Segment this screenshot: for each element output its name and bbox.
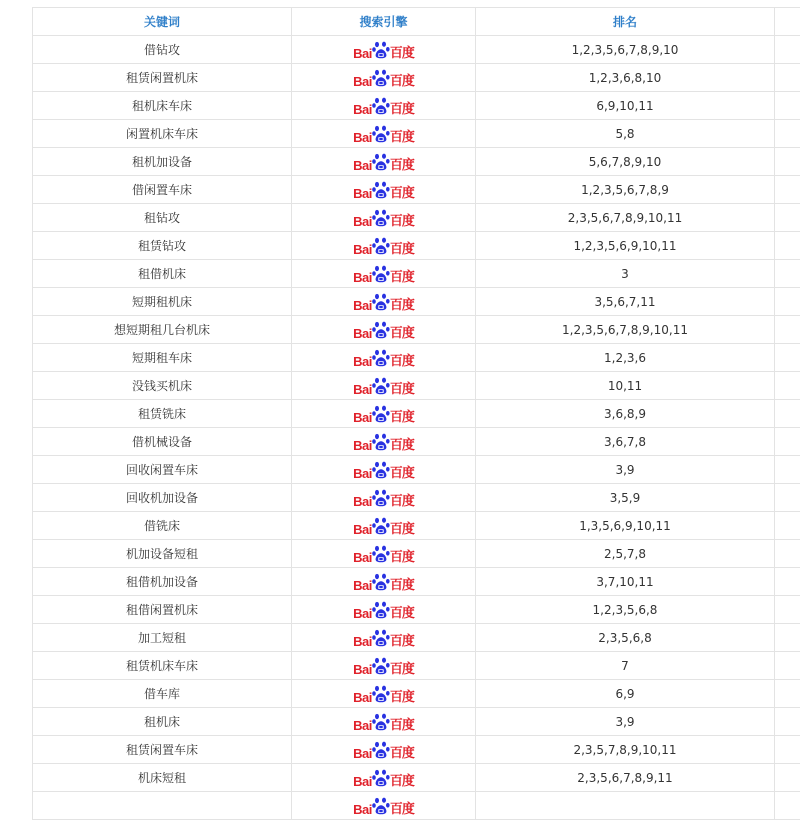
search-engine-cell xyxy=(292,708,476,736)
baidu-paw-icon xyxy=(372,628,390,648)
baidu-logo-latin: Bai xyxy=(353,523,372,536)
extra-cell xyxy=(775,540,800,568)
table-row-27 xyxy=(33,764,800,792)
baidu-logo-latin: Bai xyxy=(353,495,372,508)
keyword-cell: 借铣床 xyxy=(33,512,292,540)
baidu-logo-cjk: 百度 xyxy=(390,523,414,536)
keyword-cell: 租赁铣床 xyxy=(33,400,292,428)
baidu-paw-icon xyxy=(372,712,390,732)
extra-cell xyxy=(775,176,800,204)
baidu-logo-cjk: 百度 xyxy=(390,663,414,676)
table-row-12 xyxy=(33,344,800,372)
baidu-logo-cjk: 百度 xyxy=(390,775,414,788)
rank-cell: 2,3,5,6,7,8,9,10,11 xyxy=(476,204,775,232)
baidu-paw-icon xyxy=(372,432,390,452)
extra-cell xyxy=(775,316,800,344)
search-engine-cell xyxy=(292,344,476,372)
search-engine-cell xyxy=(292,372,476,400)
baidu-logo-latin: Bai xyxy=(353,579,372,592)
baidu-paw-icon xyxy=(372,656,390,676)
baidu-logo[interactable] xyxy=(353,628,414,648)
table-row-17 xyxy=(33,484,800,512)
baidu-paw-icon xyxy=(372,320,390,340)
search-engine-cell xyxy=(292,680,476,708)
table-header-row xyxy=(33,8,800,36)
baidu-logo-latin: Bai xyxy=(353,691,372,704)
table-row-15 xyxy=(33,428,800,456)
extra-cell xyxy=(775,624,800,652)
keyword-cell: 回收闲置车床 xyxy=(33,456,292,484)
baidu-logo-latin: Bai xyxy=(353,607,372,620)
extra-cell xyxy=(775,92,800,120)
table-row-4 xyxy=(33,120,800,148)
keyword-cell: 租赁闲置车床 xyxy=(33,736,292,764)
keyword-cell: 借闲置车床 xyxy=(33,176,292,204)
baidu-logo-cjk: 百度 xyxy=(390,271,414,284)
search-engine-cell xyxy=(292,316,476,344)
keyword-cell: 借钻攻 xyxy=(33,36,292,64)
baidu-logo-latin: Bai xyxy=(353,551,372,564)
baidu-logo-latin: Bai xyxy=(353,747,372,760)
table-row-23 xyxy=(33,652,800,680)
table-row-7 xyxy=(33,204,800,232)
baidu-logo-latin: Bai xyxy=(353,47,372,60)
baidu-paw-icon xyxy=(372,460,390,480)
rank-cell: 3,6,8,9 xyxy=(476,400,775,428)
extra-cell xyxy=(775,204,800,232)
extra-cell xyxy=(775,288,800,316)
rank-cell: 3 xyxy=(476,260,775,288)
baidu-logo-cjk: 百度 xyxy=(390,719,414,732)
keyword-cell: 租机加设备 xyxy=(33,148,292,176)
baidu-logo[interactable] xyxy=(353,488,414,508)
table-row-16 xyxy=(33,456,800,484)
search-engine-cell xyxy=(292,288,476,316)
rank-cell: 2,3,5,7,8,9,10,11 xyxy=(476,736,775,764)
search-engine-cell xyxy=(292,484,476,512)
extra-cell xyxy=(775,36,800,64)
search-engine-cell xyxy=(292,400,476,428)
table-row-5 xyxy=(33,148,800,176)
search-engine-cell xyxy=(292,624,476,652)
baidu-logo-latin: Bai xyxy=(353,439,372,452)
table-row-20 xyxy=(33,568,800,596)
baidu-logo[interactable] xyxy=(353,96,414,116)
rank-cell: 1,2,3,5,6,9,10,11 xyxy=(476,232,775,260)
keyword-cell: 短期租车床 xyxy=(33,344,292,372)
extra-cell xyxy=(775,708,800,736)
baidu-paw-icon xyxy=(372,348,390,368)
table-row-3 xyxy=(33,92,800,120)
rank-cell: 5,6,7,8,9,10 xyxy=(476,148,775,176)
search-engine-cell xyxy=(292,64,476,92)
baidu-logo[interactable] xyxy=(353,40,414,60)
baidu-logo-cjk: 百度 xyxy=(390,355,414,368)
baidu-logo-cjk: 百度 xyxy=(390,243,414,256)
extra-cell xyxy=(775,232,800,260)
table-row-22 xyxy=(33,624,800,652)
table-row-6 xyxy=(33,176,800,204)
baidu-logo-latin: Bai xyxy=(353,131,372,144)
baidu-logo[interactable] xyxy=(353,768,414,788)
keyword-cell: 机床短租 xyxy=(33,764,292,792)
rank-cell: 1,2,3,5,6,7,8,9,10,11 xyxy=(476,316,775,344)
baidu-logo[interactable] xyxy=(353,348,414,368)
baidu-logo-cjk: 百度 xyxy=(390,131,414,144)
rank-cell: 5,8 xyxy=(476,120,775,148)
baidu-logo[interactable] xyxy=(353,432,414,452)
extra-cell xyxy=(775,680,800,708)
rank-cell: 10,11 xyxy=(476,372,775,400)
baidu-logo-latin: Bai xyxy=(353,467,372,480)
baidu-logo-latin: Bai xyxy=(353,663,372,676)
extra-cell xyxy=(775,568,800,596)
baidu-logo-latin: Bai xyxy=(353,187,372,200)
baidu-logo[interactable] xyxy=(353,572,414,592)
keyword-cell: 租借机床 xyxy=(33,260,292,288)
extra-cell xyxy=(775,652,800,680)
search-engine-cell xyxy=(292,36,476,64)
table-row-11 xyxy=(33,316,800,344)
table-row-21 xyxy=(33,596,800,624)
baidu-logo-latin: Bai xyxy=(353,411,372,424)
keyword-cell: 短期租机床 xyxy=(33,288,292,316)
baidu-paw-icon xyxy=(372,376,390,396)
extra-cell xyxy=(775,428,800,456)
baidu-logo[interactable] xyxy=(353,208,414,228)
baidu-logo-latin: Bai xyxy=(353,75,372,88)
baidu-logo-cjk: 百度 xyxy=(390,215,414,228)
rank-cell: 2,3,5,6,7,8,9,11 xyxy=(476,764,775,792)
baidu-logo-cjk: 百度 xyxy=(390,551,414,564)
keyword-cell: 租机床车床 xyxy=(33,92,292,120)
ranking-table-container xyxy=(32,7,800,820)
header-extra xyxy=(775,8,800,36)
baidu-logo[interactable] xyxy=(353,124,414,144)
extra-cell xyxy=(775,764,800,792)
baidu-logo-cjk: 百度 xyxy=(390,467,414,480)
rank-cell: 1,2,3,5,6,7,8,9,10 xyxy=(476,36,775,64)
keyword-cell: 没钱买机床 xyxy=(33,372,292,400)
baidu-logo[interactable] xyxy=(353,180,414,200)
baidu-logo-cjk: 百度 xyxy=(390,607,414,620)
extra-cell xyxy=(775,120,800,148)
rank-cell: 6,9 xyxy=(476,680,775,708)
baidu-logo-cjk: 百度 xyxy=(390,579,414,592)
rank-cell: 3,5,9 xyxy=(476,484,775,512)
keyword-cell: 租借机加设备 xyxy=(33,568,292,596)
search-engine-cell xyxy=(292,540,476,568)
baidu-logo[interactable] xyxy=(353,796,414,816)
keyword-cell: 闲置机床车床 xyxy=(33,120,292,148)
baidu-logo[interactable] xyxy=(353,68,414,88)
extra-cell xyxy=(775,148,800,176)
baidu-logo[interactable] xyxy=(353,320,414,340)
baidu-logo-latin: Bai xyxy=(353,215,372,228)
header-search-engine: 搜索引擎 xyxy=(292,8,476,36)
baidu-logo[interactable] xyxy=(353,376,414,396)
baidu-logo[interactable] xyxy=(353,264,414,284)
table-row-26 xyxy=(33,736,800,764)
baidu-paw-icon xyxy=(372,516,390,536)
search-engine-cell xyxy=(292,596,476,624)
extra-cell xyxy=(775,372,800,400)
keyword-cell: 想短期租几台机床 xyxy=(33,316,292,344)
rank-cell: 7 xyxy=(476,652,775,680)
rank-cell: 1,2,3,5,6,7,8,9 xyxy=(476,176,775,204)
baidu-paw-icon xyxy=(372,152,390,172)
baidu-logo-latin: Bai xyxy=(353,355,372,368)
extra-cell xyxy=(775,484,800,512)
baidu-logo[interactable] xyxy=(353,712,414,732)
baidu-logo-cjk: 百度 xyxy=(390,299,414,312)
baidu-paw-icon xyxy=(372,264,390,284)
header-rank: 排名 xyxy=(476,8,775,36)
search-engine-cell xyxy=(292,148,476,176)
table-row-18 xyxy=(33,512,800,540)
baidu-paw-icon xyxy=(372,796,390,816)
baidu-logo[interactable] xyxy=(353,152,414,172)
baidu-logo-cjk: 百度 xyxy=(390,495,414,508)
keyword-cell: 租钻攻 xyxy=(33,204,292,232)
extra-cell xyxy=(775,260,800,288)
baidu-logo-cjk: 百度 xyxy=(390,47,414,60)
table-row-2 xyxy=(33,64,800,92)
keyword-cell: 租机床 xyxy=(33,708,292,736)
baidu-logo-cjk: 百度 xyxy=(390,747,414,760)
baidu-logo[interactable] xyxy=(353,684,414,704)
baidu-logo-cjk: 百度 xyxy=(390,75,414,88)
header-keyword: 关键词 xyxy=(33,8,292,36)
rank-cell: 1,2,3,6 xyxy=(476,344,775,372)
search-engine-cell xyxy=(292,736,476,764)
baidu-logo[interactable] xyxy=(353,292,414,312)
search-engine-cell xyxy=(292,232,476,260)
table-row-1 xyxy=(33,36,800,64)
baidu-logo-cjk: 百度 xyxy=(390,327,414,340)
baidu-logo-latin: Bai xyxy=(353,271,372,284)
table-row-9 xyxy=(33,260,800,288)
baidu-logo[interactable] xyxy=(353,600,414,620)
search-engine-cell xyxy=(292,428,476,456)
baidu-paw-icon xyxy=(372,684,390,704)
extra-cell xyxy=(775,344,800,372)
keyword-cell: 租赁闲置机床 xyxy=(33,64,292,92)
rank-cell xyxy=(476,792,775,820)
search-engine-cell xyxy=(292,512,476,540)
keyword-cell: 加工短租 xyxy=(33,624,292,652)
keyword-cell: 借机械设备 xyxy=(33,428,292,456)
keyword-cell: 机加设备短租 xyxy=(33,540,292,568)
baidu-logo-latin: Bai xyxy=(353,243,372,256)
extra-cell xyxy=(775,400,800,428)
keyword-cell xyxy=(33,792,292,820)
search-engine-cell xyxy=(292,568,476,596)
baidu-logo-latin: Bai xyxy=(353,103,372,116)
baidu-logo-cjk: 百度 xyxy=(390,439,414,452)
search-engine-cell xyxy=(292,204,476,232)
baidu-logo-latin: Bai xyxy=(353,775,372,788)
baidu-logo[interactable] xyxy=(353,404,414,424)
rank-cell: 1,2,3,6,8,10 xyxy=(476,64,775,92)
baidu-logo[interactable] xyxy=(353,740,414,760)
search-engine-cell xyxy=(292,764,476,792)
table-body xyxy=(33,36,800,820)
rank-cell: 3,9 xyxy=(476,456,775,484)
keyword-cell: 租赁钻攻 xyxy=(33,232,292,260)
baidu-logo-cjk: 百度 xyxy=(390,803,414,816)
baidu-logo-cjk: 百度 xyxy=(390,383,414,396)
rank-cell: 2,3,5,6,8 xyxy=(476,624,775,652)
baidu-paw-icon xyxy=(372,488,390,508)
baidu-logo-latin: Bai xyxy=(353,803,372,816)
baidu-logo-latin: Bai xyxy=(353,719,372,732)
extra-cell xyxy=(775,456,800,484)
table-row-8 xyxy=(33,232,800,260)
baidu-paw-icon xyxy=(372,572,390,592)
table-row-19 xyxy=(33,540,800,568)
rank-cell: 3,5,6,7,11 xyxy=(476,288,775,316)
search-engine-cell xyxy=(292,260,476,288)
baidu-logo[interactable] xyxy=(353,516,414,536)
baidu-paw-icon xyxy=(372,292,390,312)
baidu-paw-icon xyxy=(372,208,390,228)
baidu-logo[interactable] xyxy=(353,544,414,564)
baidu-paw-icon xyxy=(372,236,390,256)
baidu-paw-icon xyxy=(372,544,390,564)
table-row-28 xyxy=(33,792,800,820)
table-row-24 xyxy=(33,680,800,708)
baidu-logo[interactable] xyxy=(353,460,414,480)
keyword-cell: 借车库 xyxy=(33,680,292,708)
table-row-25 xyxy=(33,708,800,736)
baidu-logo[interactable] xyxy=(353,656,414,676)
baidu-logo-cjk: 百度 xyxy=(390,635,414,648)
baidu-logo-cjk: 百度 xyxy=(390,691,414,704)
table-row-13 xyxy=(33,372,800,400)
search-engine-cell xyxy=(292,92,476,120)
rank-cell: 1,2,3,5,6,8 xyxy=(476,596,775,624)
baidu-paw-icon xyxy=(372,40,390,60)
table-row-14 xyxy=(33,400,800,428)
baidu-logo-cjk: 百度 xyxy=(390,187,414,200)
search-engine-cell xyxy=(292,456,476,484)
keyword-ranking-table xyxy=(32,7,800,820)
table-row-10 xyxy=(33,288,800,316)
baidu-paw-icon xyxy=(372,768,390,788)
baidu-logo-latin: Bai xyxy=(353,327,372,340)
search-engine-cell xyxy=(292,176,476,204)
rank-cell: 3,9 xyxy=(476,708,775,736)
baidu-paw-icon xyxy=(372,68,390,88)
search-engine-cell xyxy=(292,652,476,680)
extra-cell xyxy=(775,596,800,624)
baidu-logo-latin: Bai xyxy=(353,159,372,172)
extra-cell xyxy=(775,64,800,92)
baidu-logo-latin: Bai xyxy=(353,383,372,396)
rank-cell: 1,3,5,6,9,10,11 xyxy=(476,512,775,540)
baidu-paw-icon xyxy=(372,404,390,424)
extra-cell xyxy=(775,736,800,764)
rank-cell: 6,9,10,11 xyxy=(476,92,775,120)
rank-cell: 3,6,7,8 xyxy=(476,428,775,456)
search-engine-cell xyxy=(292,792,476,820)
baidu-logo[interactable] xyxy=(353,236,414,256)
baidu-logo-cjk: 百度 xyxy=(390,411,414,424)
baidu-paw-icon xyxy=(372,600,390,620)
baidu-logo-cjk: 百度 xyxy=(390,103,414,116)
rank-cell: 2,5,7,8 xyxy=(476,540,775,568)
keyword-cell: 租赁机床车床 xyxy=(33,652,292,680)
keyword-cell: 租借闲置机床 xyxy=(33,596,292,624)
search-engine-cell xyxy=(292,120,476,148)
baidu-logo-latin: Bai xyxy=(353,299,372,312)
baidu-paw-icon xyxy=(372,740,390,760)
baidu-paw-icon xyxy=(372,96,390,116)
baidu-paw-icon xyxy=(372,180,390,200)
baidu-paw-icon xyxy=(372,124,390,144)
baidu-logo-latin: Bai xyxy=(353,635,372,648)
extra-cell xyxy=(775,792,800,820)
baidu-logo-cjk: 百度 xyxy=(390,159,414,172)
keyword-cell: 回收机加设备 xyxy=(33,484,292,512)
extra-cell xyxy=(775,512,800,540)
rank-cell: 3,7,10,11 xyxy=(476,568,775,596)
